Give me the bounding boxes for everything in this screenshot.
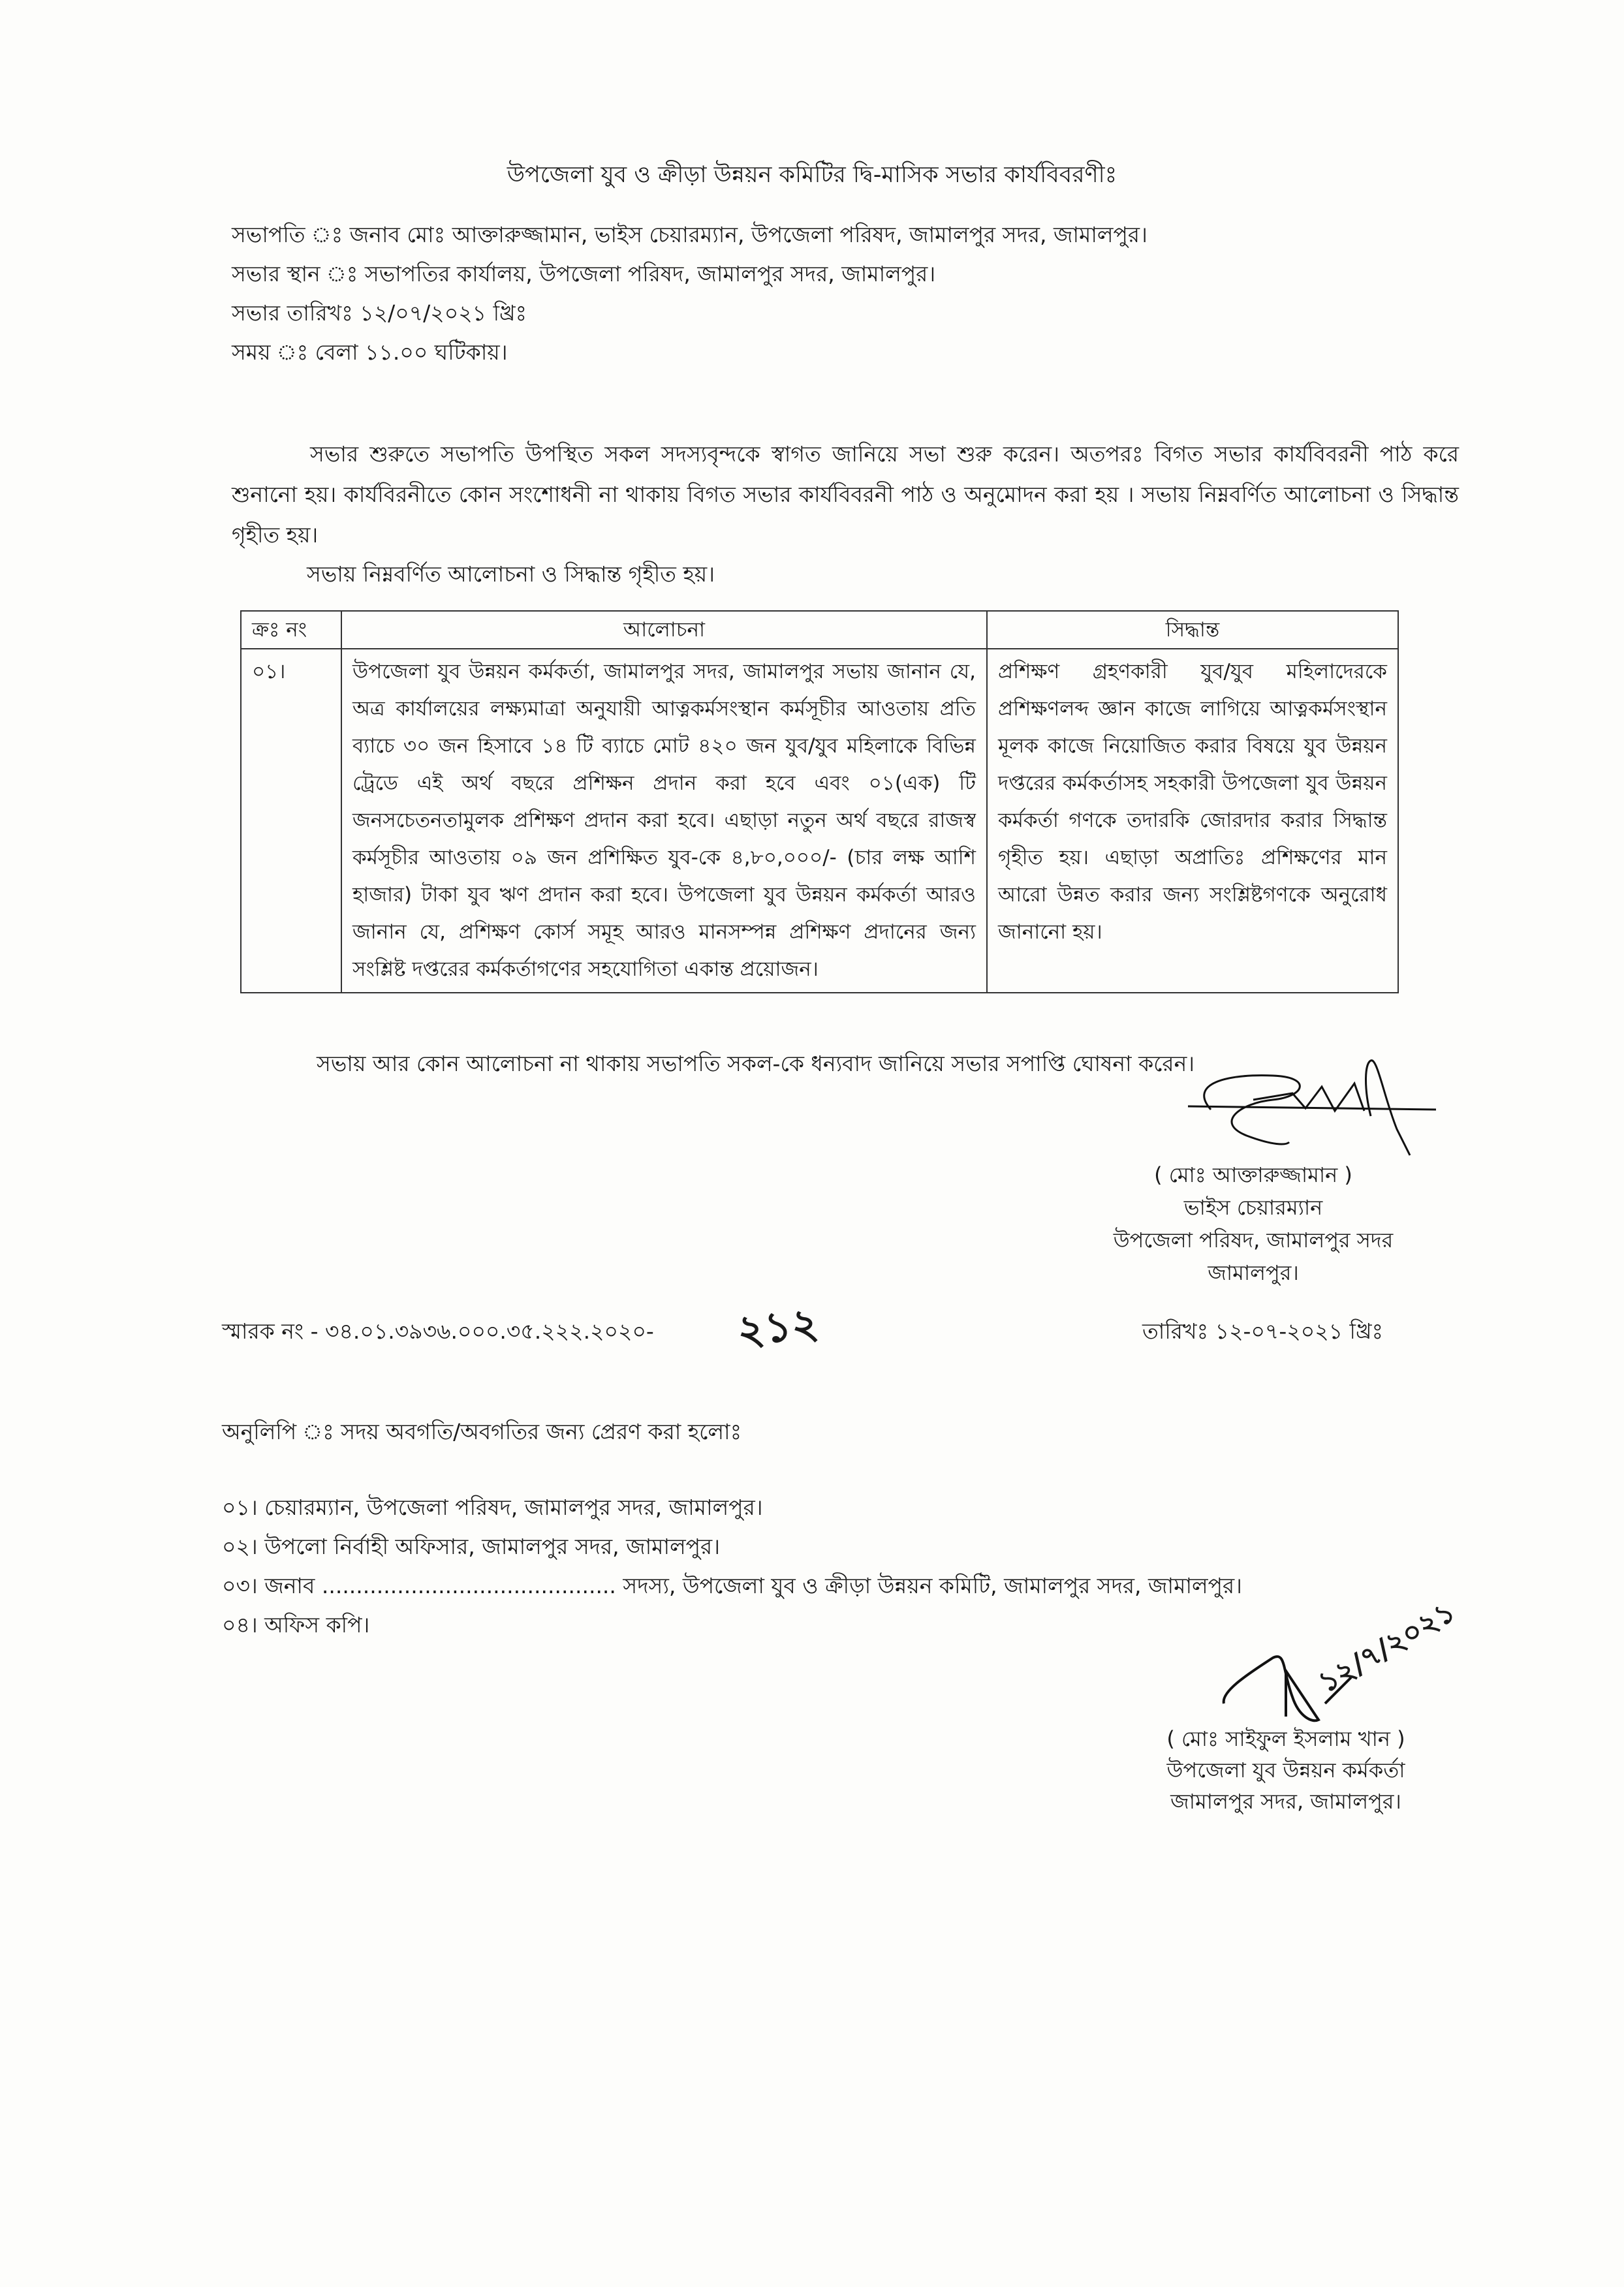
officer-name: ( মোঃ সাইফুল ইসলাম খান ) xyxy=(1166,1726,1405,1751)
chair-designation: ভাইস চেয়ারম্যান xyxy=(1183,1195,1323,1220)
chair-signature-block xyxy=(1070,1159,1436,1289)
meeting-venue: সভার স্থান ঃ সভাপতির কার্যালয়, উপজেলা পরিষদ, জামালপুর সদর, জামালপুর। xyxy=(232,261,936,287)
intro-subline: সভায় নিম্নবর্ণিত আলোচনা ও সিদ্ধান্ত গৃহীত হয়। xyxy=(307,561,715,587)
meeting-time: সময় ঃ বেলা ১১.০০ ঘটিকায়। xyxy=(232,339,508,365)
row-discussion: উপজেলা যুব উন্নয়ন কর্মকর্তা, জামালপুর সদর, জামালপুর সভায় জানান যে, অত্র কার্যালয়ের লক্ষ্যমাত্রা অনুযায়ী আত্নকর্মসংস্থান কর্মসূচীর আওতায় প্রতি ব্যাচে ৩০ জন হিসাবে ১৪ টি ব্যাচে মোট ৪২০ জন যুব/যুব মহিলাকে বিভিন্ন ট্রেডে এই অর্থ বছরে প্রশিক্ষন প্রদান করা হবে এবং ০১(এক) টি জনসচেতনতামুলক প্রশিক্ষণ প্রদান করা হবে। এছাড়া নতুন অর্থ বছরে রাজস্ব কর্মসূচীর আওতায় ০৯ জন প্রশিক্ষিত যুব-কে ৪,৮০,০০০/- (চার লক্ষ আশি হাজার) টাকা যুব ঋণ প্রদান করা হবে। উপজেলা যুব উন্নয়ন কর্মকর্তা আরও জানান যে, প্রশিক্ষণ কোর্স সমূহ আরও মানসম্পন্ন প্রশিক্ষণ প্রদানের জন্য সংশ্লিষ্ট দপ্তরের কর্মকর্তাগণের সহযোগিতা একান্ত প্রয়োজন। xyxy=(341,649,987,993)
minutes-table xyxy=(240,610,1399,993)
meeting-date: সভার তারিখঃ ১২/০৭/২০২১ খ্রিঃ xyxy=(232,300,527,326)
chair-place: জামালপুর। xyxy=(1208,1260,1299,1285)
intro-paragraph xyxy=(232,434,1459,555)
officer-place: জামালপুর সদর, জামালপুর। xyxy=(1170,1789,1401,1814)
intro-paragraph-text: সভার শুরুতে সভাপতি উপস্থিত সকল সদস্যবৃন্দকে স্বাগত জানিয়ে সভা শুরু করেন। অতপরঃ বিগত সভার কার্যবিবরনী পাঠ করে শুনানো হয়। কার্যবিরনীতে কোন সংশোধনী না থাকায় বিগত সভার কার্যবিবরনী পাঠ ও অনুমোদন করা হয় । সভায় নিম্নবর্ণিত আলোচনা ও সিদ্ধান্ত গৃহীত হয়। xyxy=(232,441,1459,548)
table-header-row xyxy=(241,611,1398,649)
memo-date: তারিখঃ ১২-০৭-২০২১ খ্রিঃ xyxy=(1142,1318,1384,1344)
table-row xyxy=(241,649,1398,993)
row-serial: ০১। xyxy=(241,649,341,993)
memo-handwritten-number: ২১২ xyxy=(734,1298,821,1356)
closing-statement: সভায় আর কোন আলোচনা না থাকায় সভাপতি সকল-কে ধন্যবাদ জানিয়ে সভার সপাপ্তি ঘোষনা করেন। xyxy=(317,1051,1195,1076)
copy-to-item: ০৩। জনাব ........................................... সদস্য, উপজেলা যুব ও ক্রীড়া উন্নয়ন কমিটি, জামালপুর সদর, জামালপুর। xyxy=(222,1573,1242,1598)
copy-to-item: ০২। উপলো নির্বাহী অফিসার, জামালপুর সদর, জামালপুর। xyxy=(222,1534,721,1559)
memo-number: স্মারক নং - ৩৪.০১.৩৯৩৬.০০০.৩৫.২২২.২০২০- xyxy=(222,1318,654,1344)
officer-handwritten-date: ১২/৭/২০২১ xyxy=(1313,1595,1461,1700)
copy-to-heading: অনুলিপি ঃ সদয় অবগতি/অবগতির জন্য প্রেরণ করা হলোঃ xyxy=(222,1419,742,1444)
officer-signature-block xyxy=(1123,1723,1449,1817)
header-decision: সিদ্ধান্ত xyxy=(987,611,1398,649)
document-title: উপজেলা যুব ও ক্রীড়া উন্নয়ন কমিটির দ্বি-মাসিক সভার কার্যবিবরণীঃ xyxy=(507,162,1117,188)
chair-name: ( মোঃ আক্তারুজ্জামান ) xyxy=(1154,1162,1352,1187)
header-serial: ক্রঃ নং xyxy=(241,611,341,649)
officer-designation: উপজেলা যুব উন্নয়ন কর্মকর্তা xyxy=(1166,1758,1405,1782)
header-discussion: আলোচনা xyxy=(341,611,987,649)
chair-office: উপজেলা পরিষদ, জামালপুর সদর xyxy=(1113,1228,1394,1252)
copy-to-item: ০১। চেয়ারম্যান, উপজেলা পরিষদ, জামালপুর সদর, জামালপুর। xyxy=(222,1495,763,1520)
meeting-chair: সভাপতি ঃ জনাব মোঃ আক্তারুজ্জামান, ভাইস চেয়ারম্যান, উপজেলা পরিষদ, জামালপুর সদর, জামালপুর। xyxy=(232,222,1148,247)
copy-to-item: ০৪। অফিস কপি। xyxy=(222,1612,370,1638)
row-decision: প্রশিক্ষণ গ্রহণকারী যুব/যুব মহিলাদেরকে প্রশিক্ষণলব্দ জ্ঞান কাজে লাগিয়ে আত্নকর্মসংস্থান মূলক কাজে নিয়োজিত করার বিষয়ে যুব উন্নয়ন দপ্তরের কর্মকর্তাসহ সহকারী উপজেলা যুব উন্নয়ন কর্মকর্তা গণকে তদারকি জোরদার করার সিদ্ধান্ত গৃহীত হয়। এছাড়া অপ্রাতিঃ প্রশিক্ষণের মান আরো উন্নত করার জন্য সংশ্লিষ্টগণকে অনুরোধ জানানো হয়। xyxy=(987,649,1398,993)
